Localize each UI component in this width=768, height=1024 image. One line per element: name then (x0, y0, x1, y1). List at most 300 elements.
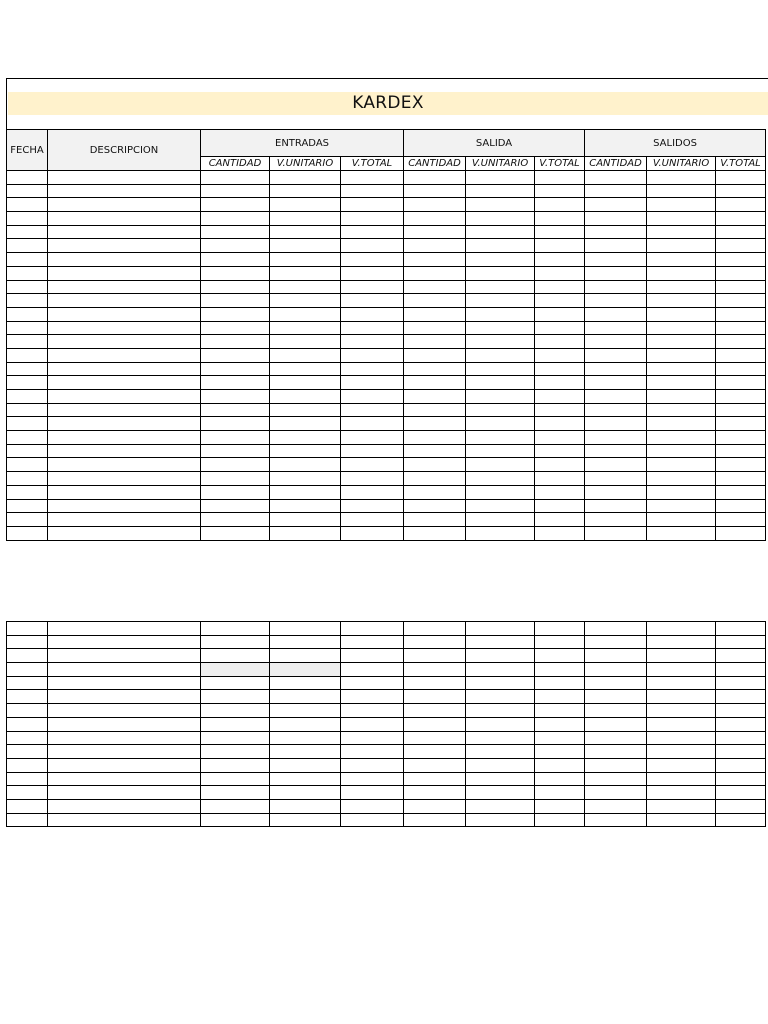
table-cell[interactable] (404, 225, 466, 239)
table-cell[interactable] (341, 225, 404, 239)
table-cell[interactable] (466, 376, 535, 390)
table-cell[interactable] (270, 526, 341, 540)
table-cell[interactable] (716, 184, 766, 198)
table-cell[interactable] (466, 745, 535, 759)
table-cell[interactable] (404, 184, 466, 198)
table-cell[interactable] (404, 690, 466, 704)
table-cell[interactable] (647, 731, 716, 745)
table-cell[interactable] (585, 307, 647, 321)
table-cell[interactable] (585, 526, 647, 540)
table-cell[interactable] (404, 417, 466, 431)
table-cell[interactable] (48, 431, 201, 445)
table-cell[interactable] (48, 731, 201, 745)
table-cell[interactable] (466, 513, 535, 527)
table-cell[interactable] (270, 184, 341, 198)
table-cell[interactable] (48, 321, 201, 335)
table-cell[interactable] (270, 212, 341, 226)
table-cell[interactable] (270, 280, 341, 294)
table-cell[interactable] (535, 690, 585, 704)
table-cell[interactable] (270, 403, 341, 417)
table-cell[interactable] (716, 472, 766, 486)
table-cell[interactable] (535, 513, 585, 527)
table-cell[interactable] (647, 321, 716, 335)
table-cell[interactable] (466, 198, 535, 212)
table-cell[interactable] (201, 690, 270, 704)
table-cell[interactable] (7, 472, 48, 486)
table-cell[interactable] (404, 348, 466, 362)
table-cell[interactable] (201, 376, 270, 390)
table-cell[interactable] (48, 663, 201, 677)
table-cell[interactable] (647, 649, 716, 663)
table-cell[interactable] (341, 799, 404, 813)
table-cell[interactable] (341, 731, 404, 745)
table-cell[interactable] (647, 184, 716, 198)
table-cell[interactable] (585, 622, 647, 636)
table-cell[interactable] (201, 253, 270, 267)
table-cell[interactable] (466, 225, 535, 239)
table-cell[interactable] (716, 253, 766, 267)
table-cell[interactable] (201, 499, 270, 513)
table-cell[interactable] (48, 444, 201, 458)
table-cell[interactable] (466, 321, 535, 335)
table-cell[interactable] (341, 321, 404, 335)
table-cell[interactable] (585, 212, 647, 226)
table-cell[interactable] (466, 348, 535, 362)
table-cell[interactable] (201, 266, 270, 280)
table-cell[interactable] (466, 622, 535, 636)
table-cell[interactable] (535, 472, 585, 486)
table-cell[interactable] (466, 294, 535, 308)
table-cell[interactable] (270, 335, 341, 349)
table-cell[interactable] (404, 431, 466, 445)
table-cell[interactable] (48, 390, 201, 404)
table-cell[interactable] (535, 813, 585, 827)
table-cell[interactable] (716, 458, 766, 472)
table-cell[interactable] (404, 239, 466, 253)
table-cell[interactable] (341, 307, 404, 321)
table-cell[interactable] (201, 417, 270, 431)
table-cell[interactable] (585, 294, 647, 308)
table-cell[interactable] (716, 239, 766, 253)
table-cell[interactable] (341, 253, 404, 267)
table-cell[interactable] (48, 253, 201, 267)
table-cell[interactable] (48, 294, 201, 308)
table-cell[interactable] (585, 499, 647, 513)
table-cell[interactable] (716, 348, 766, 362)
table-cell[interactable] (201, 321, 270, 335)
table-cell[interactable] (201, 280, 270, 294)
table-cell[interactable] (647, 294, 716, 308)
table-cell[interactable] (404, 376, 466, 390)
table-cell[interactable] (585, 376, 647, 390)
table-cell[interactable] (716, 171, 766, 185)
table-cell[interactable] (404, 622, 466, 636)
table-cell[interactable] (341, 348, 404, 362)
table-cell[interactable] (535, 431, 585, 445)
table-cell[interactable] (48, 813, 201, 827)
table-cell[interactable] (7, 772, 48, 786)
table-cell[interactable] (7, 321, 48, 335)
table-cell[interactable] (404, 731, 466, 745)
table-cell[interactable] (585, 253, 647, 267)
table-cell[interactable] (201, 813, 270, 827)
table-cell[interactable] (48, 704, 201, 718)
table-cell[interactable] (647, 472, 716, 486)
table-cell[interactable] (270, 485, 341, 499)
table-cell[interactable] (585, 184, 647, 198)
table-cell[interactable] (716, 390, 766, 404)
table-cell[interactable] (404, 171, 466, 185)
table-cell[interactable] (466, 635, 535, 649)
table-cell[interactable] (270, 622, 341, 636)
table-cell[interactable] (48, 335, 201, 349)
table-cell[interactable] (535, 376, 585, 390)
table-cell[interactable] (585, 649, 647, 663)
table-cell[interactable] (535, 799, 585, 813)
table-cell[interactable] (716, 417, 766, 431)
table-cell[interactable] (716, 198, 766, 212)
table-cell[interactable] (201, 458, 270, 472)
table-cell[interactable] (716, 444, 766, 458)
table-cell[interactable] (585, 485, 647, 499)
table-cell[interactable] (647, 526, 716, 540)
table-cell[interactable] (647, 239, 716, 253)
table-cell[interactable] (466, 335, 535, 349)
table-cell[interactable] (7, 704, 48, 718)
table-cell[interactable] (201, 485, 270, 499)
table-cell[interactable] (716, 335, 766, 349)
table-cell[interactable] (7, 431, 48, 445)
table-cell[interactable] (270, 294, 341, 308)
table-cell[interactable] (535, 731, 585, 745)
table-cell[interactable] (466, 758, 535, 772)
table-cell[interactable] (466, 690, 535, 704)
table-cell[interactable] (647, 225, 716, 239)
table-cell[interactable] (270, 472, 341, 486)
table-cell[interactable] (585, 403, 647, 417)
table-cell[interactable] (7, 362, 48, 376)
table-cell[interactable] (585, 786, 647, 800)
table-cell[interactable] (647, 458, 716, 472)
table-cell[interactable] (585, 745, 647, 759)
table-cell[interactable] (341, 663, 404, 677)
table-cell[interactable] (7, 813, 48, 827)
table-cell[interactable] (535, 704, 585, 718)
table-cell[interactable] (716, 513, 766, 527)
table-cell[interactable] (201, 307, 270, 321)
table-cell[interactable] (466, 485, 535, 499)
table-cell[interactable] (270, 239, 341, 253)
table-cell[interactable] (585, 813, 647, 827)
table-cell[interactable] (466, 813, 535, 827)
table-cell[interactable] (585, 444, 647, 458)
table-cell[interactable] (466, 280, 535, 294)
table-cell[interactable] (7, 635, 48, 649)
table-cell[interactable] (404, 813, 466, 827)
table-cell[interactable] (7, 444, 48, 458)
table-cell[interactable] (404, 513, 466, 527)
table-cell[interactable] (7, 663, 48, 677)
table-cell[interactable] (201, 526, 270, 540)
table-cell[interactable] (404, 772, 466, 786)
table-cell[interactable] (341, 212, 404, 226)
table-cell[interactable] (535, 280, 585, 294)
table-cell[interactable] (535, 403, 585, 417)
table-cell[interactable] (647, 717, 716, 731)
table-cell[interactable] (201, 348, 270, 362)
table-cell[interactable] (341, 813, 404, 827)
table-cell[interactable] (341, 526, 404, 540)
table-cell[interactable] (585, 390, 647, 404)
table-cell[interactable] (7, 717, 48, 731)
table-cell[interactable] (535, 676, 585, 690)
table-cell[interactable] (647, 704, 716, 718)
table-cell[interactable] (7, 417, 48, 431)
table-cell[interactable] (270, 171, 341, 185)
table-cell[interactable] (7, 225, 48, 239)
table-cell[interactable] (585, 362, 647, 376)
table-cell[interactable] (201, 362, 270, 376)
table-cell[interactable] (201, 676, 270, 690)
table-cell[interactable] (7, 390, 48, 404)
table-cell[interactable] (48, 198, 201, 212)
table-cell[interactable] (466, 444, 535, 458)
table-cell[interactable] (404, 635, 466, 649)
table-cell[interactable] (341, 335, 404, 349)
table-cell[interactable] (466, 526, 535, 540)
table-cell[interactable] (716, 499, 766, 513)
table-cell[interactable] (201, 635, 270, 649)
table-cell[interactable] (7, 513, 48, 527)
table-cell[interactable] (647, 403, 716, 417)
table-cell[interactable] (716, 431, 766, 445)
table-cell[interactable] (647, 362, 716, 376)
table-cell[interactable] (716, 813, 766, 827)
table-cell[interactable] (716, 731, 766, 745)
table-cell[interactable] (7, 731, 48, 745)
table-cell[interactable] (585, 321, 647, 335)
table-cell[interactable] (404, 676, 466, 690)
table-cell[interactable] (647, 376, 716, 390)
table-cell[interactable] (585, 635, 647, 649)
table-cell[interactable] (466, 266, 535, 280)
table-cell[interactable] (535, 307, 585, 321)
table-cell[interactable] (270, 362, 341, 376)
table-cell[interactable] (341, 376, 404, 390)
table-cell[interactable] (201, 731, 270, 745)
table-cell[interactable] (341, 513, 404, 527)
table-cell[interactable] (585, 772, 647, 786)
table-cell[interactable] (647, 799, 716, 813)
table-cell[interactable] (535, 417, 585, 431)
table-cell[interactable] (466, 403, 535, 417)
table-cell[interactable] (201, 239, 270, 253)
table-cell[interactable] (201, 390, 270, 404)
table-cell[interactable] (341, 444, 404, 458)
table-cell[interactable] (201, 335, 270, 349)
table-cell[interactable] (647, 690, 716, 704)
table-cell[interactable] (535, 758, 585, 772)
table-cell[interactable] (585, 348, 647, 362)
table-cell[interactable] (404, 499, 466, 513)
table-cell[interactable] (716, 280, 766, 294)
table-cell[interactable] (341, 239, 404, 253)
table-cell[interactable] (466, 799, 535, 813)
table-cell[interactable] (7, 403, 48, 417)
table-cell[interactable] (201, 758, 270, 772)
table-cell[interactable] (270, 307, 341, 321)
table-cell[interactable] (647, 772, 716, 786)
table-cell[interactable] (466, 212, 535, 226)
table-cell[interactable] (716, 307, 766, 321)
table-cell[interactable] (404, 663, 466, 677)
table-cell[interactable] (201, 717, 270, 731)
table-cell[interactable] (716, 526, 766, 540)
table-cell[interactable] (466, 431, 535, 445)
table-cell[interactable] (716, 704, 766, 718)
table-cell[interactable] (404, 294, 466, 308)
table-cell[interactable] (270, 431, 341, 445)
table-cell[interactable] (647, 280, 716, 294)
table-cell[interactable] (48, 307, 201, 321)
table-cell[interactable] (270, 376, 341, 390)
table-cell[interactable] (466, 307, 535, 321)
table-cell[interactable] (201, 663, 270, 677)
table-cell[interactable] (201, 472, 270, 486)
table-cell[interactable] (404, 335, 466, 349)
table-cell[interactable] (341, 485, 404, 499)
table-cell[interactable] (535, 458, 585, 472)
table-cell[interactable] (466, 731, 535, 745)
table-cell[interactable] (7, 376, 48, 390)
table-cell[interactable] (585, 198, 647, 212)
table-cell[interactable] (341, 499, 404, 513)
table-cell[interactable] (404, 799, 466, 813)
table-cell[interactable] (7, 758, 48, 772)
table-cell[interactable] (270, 704, 341, 718)
table-cell[interactable] (535, 390, 585, 404)
table-cell[interactable] (270, 731, 341, 745)
table-cell[interactable] (535, 786, 585, 800)
table-cell[interactable] (466, 390, 535, 404)
table-cell[interactable] (201, 184, 270, 198)
table-cell[interactable] (716, 225, 766, 239)
table-cell[interactable] (647, 431, 716, 445)
table-cell[interactable] (647, 335, 716, 349)
table-cell[interactable] (341, 758, 404, 772)
table-cell[interactable] (341, 266, 404, 280)
table-cell[interactable] (716, 321, 766, 335)
table-cell[interactable] (270, 253, 341, 267)
table-cell[interactable] (270, 758, 341, 772)
table-cell[interactable] (48, 348, 201, 362)
table-cell[interactable] (585, 335, 647, 349)
table-cell[interactable] (466, 458, 535, 472)
table-cell[interactable] (716, 212, 766, 226)
table-cell[interactable] (404, 403, 466, 417)
table-cell[interactable] (7, 184, 48, 198)
table-cell[interactable] (535, 499, 585, 513)
table-cell[interactable] (716, 745, 766, 759)
table-cell[interactable] (404, 485, 466, 499)
table-cell[interactable] (7, 266, 48, 280)
table-cell[interactable] (716, 622, 766, 636)
table-cell[interactable] (48, 280, 201, 294)
table-cell[interactable] (647, 786, 716, 800)
table-cell[interactable] (270, 198, 341, 212)
table-cell[interactable] (404, 253, 466, 267)
table-cell[interactable] (647, 485, 716, 499)
table-cell[interactable] (535, 184, 585, 198)
table-cell[interactable] (535, 362, 585, 376)
table-cell[interactable] (716, 266, 766, 280)
table-cell[interactable] (647, 198, 716, 212)
table-cell[interactable] (647, 813, 716, 827)
table-cell[interactable] (48, 690, 201, 704)
table-cell[interactable] (535, 212, 585, 226)
table-cell[interactable] (48, 772, 201, 786)
table-cell[interactable] (404, 758, 466, 772)
table-cell[interactable] (7, 294, 48, 308)
table-cell[interactable] (404, 321, 466, 335)
table-cell[interactable] (647, 348, 716, 362)
table-cell[interactable] (585, 225, 647, 239)
table-cell[interactable] (647, 499, 716, 513)
table-cell[interactable] (201, 171, 270, 185)
table-cell[interactable] (270, 444, 341, 458)
table-cell[interactable] (341, 362, 404, 376)
table-cell[interactable] (201, 745, 270, 759)
table-cell[interactable] (535, 772, 585, 786)
table-cell[interactable] (201, 403, 270, 417)
table-cell[interactable] (535, 266, 585, 280)
table-cell[interactable] (535, 526, 585, 540)
table-cell[interactable] (270, 772, 341, 786)
table-cell[interactable] (48, 786, 201, 800)
table-cell[interactable] (466, 171, 535, 185)
table-cell[interactable] (585, 458, 647, 472)
table-cell[interactable] (48, 513, 201, 527)
table-cell[interactable] (201, 225, 270, 239)
table-cell[interactable] (341, 690, 404, 704)
table-cell[interactable] (716, 799, 766, 813)
table-cell[interactable] (270, 417, 341, 431)
table-cell[interactable] (48, 485, 201, 499)
table-cell[interactable] (404, 786, 466, 800)
table-cell[interactable] (647, 676, 716, 690)
table-cell[interactable] (585, 513, 647, 527)
table-cell[interactable] (341, 294, 404, 308)
table-cell[interactable] (7, 307, 48, 321)
table-cell[interactable] (341, 472, 404, 486)
table-cell[interactable] (7, 799, 48, 813)
table-cell[interactable] (647, 417, 716, 431)
table-cell[interactable] (7, 239, 48, 253)
table-cell[interactable] (404, 362, 466, 376)
table-cell[interactable] (585, 758, 647, 772)
table-cell[interactable] (270, 348, 341, 362)
table-cell[interactable] (404, 472, 466, 486)
table-cell[interactable] (716, 717, 766, 731)
table-cell[interactable] (341, 171, 404, 185)
table-cell[interactable] (48, 635, 201, 649)
table-cell[interactable] (7, 280, 48, 294)
table-cell[interactable] (535, 745, 585, 759)
table-cell[interactable] (270, 225, 341, 239)
table-cell[interactable] (341, 280, 404, 294)
table-cell[interactable] (585, 663, 647, 677)
table-cell[interactable] (647, 266, 716, 280)
